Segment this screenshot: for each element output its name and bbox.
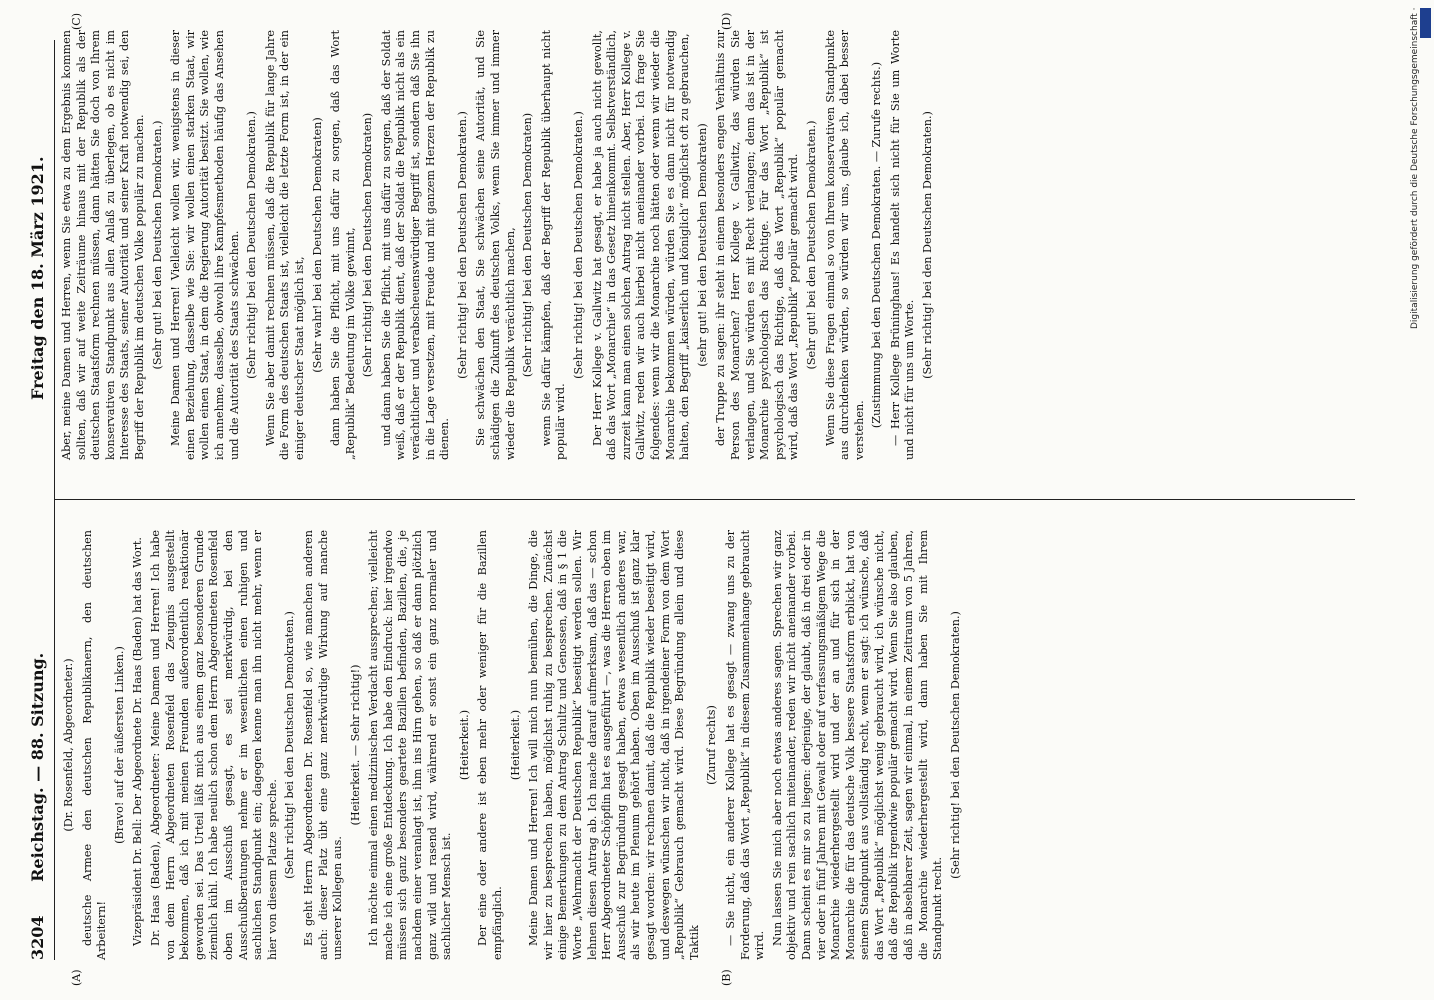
- interjection: (Sehr richtig! bei den Deutschen Demokraten): [361, 112, 375, 378]
- margin-note-d: (D): [720, 12, 733, 30]
- paragraph: Vizepräsident Dr. Bell: Der Abgeordnete Dr. Haas (Baden) hat das Wort.: [131, 537, 145, 946]
- interjection: (Dr. Rosenfeld, Abgeordneter.): [62, 658, 75, 832]
- header-left-title: Reichstag. — 88. Sitzung.: [28, 652, 47, 882]
- paragraph: Meine Damen und Herren! Vielleicht wollen wir, wenigstens in dieser einen Beziehung, dasselbe wie Sie: wir wollen einen starken Staat, wir wollen einen Staat, in dem die Regierung Autorität besitzt. Sie wollen, wie ich annehme, dasselbe, obwohl ihre Kampfesmethoden häufig das Ansehen und die Autorität des Staats schwächen.: [169, 30, 241, 460]
- interjection: (Sehr gut! bei den Deutschen Demokraten.): [804, 120, 818, 370]
- interjection: (Heiterkeit. — Sehr richtig!): [348, 664, 362, 826]
- margin-note-a: (A): [70, 969, 83, 986]
- paragraph: Meine Damen und Herren! Ich will mich nun bemühen, die Dinge, die wir hier zu besprechen haben, möglichst ruhig zu besprechen. Zunächst einige Bemerkungen zu dem Antrag Schultz und Genossen, daß in § 1 die Worte „Wehrmacht der Deutschen Republik“ beseitigt werden sollen. Wir lehnen diesen Antrag ab. Ich mache darauf aufmerksam, daß das — schon Herr Abgeordneter Schöpflin hat es ausgeführt —, was die Herren oben im Ausschuß zur Begründung gesagt haben, etwas wesentlich anderes war, als wir heute im Plenum gehört haben. Oben im Ausschuß ist ganz klar gesagt worden: wir rechnen damit, daß die Republik wieder beseitigt wird, und deswegen wünschen wir nicht, daß in irgendeiner Form von dem Wort „Republik“ Gebrauch gemacht wird. Diese Begründung allein und diese Taktik: [527, 530, 701, 960]
- paragraph: Wenn Sie aber damit rechnen müssen, daß die Republik für lange Jahre die Form des deutschen Staats ist, vielleicht die letzte Form ist, in der ein einiger deutscher Staat möglich ist,: [263, 30, 306, 460]
- paragraph: Ich möchte einmal einen medizinischen Verdacht aussprechen; vielleicht mache ich eine große Entdeckung. Ich habe den Eindruck: hier irgendwo müssen sich ganz besonders geartete Bazillen befinden, Bazillen, die, je nachdem einer veranlagt ist, ihm ins Hirn gehen, so daß er dann plötzlich ganz wild und rasend wird, während er sonst ein ganz normaler und sachlicher Mensch ist.: [367, 530, 454, 960]
- interjection: (Sehr gut! bei den Deutschen Demokraten.): [150, 120, 164, 370]
- interjection: (Sehr richtig! bei den Deutschen Demokraten.): [245, 111, 259, 379]
- right-text-column: [60, 30, 1390, 460]
- interjection: (Heiterkeit.): [508, 709, 522, 781]
- interjection: (Sehr richtig! bei den Deutschen Demokraten): [521, 112, 535, 378]
- interjection: (Sehr richtig! bei den Deutschen Demokraten.): [921, 111, 935, 379]
- interjection: (sehr gut! bei den Deutschen Demokraten): [695, 123, 709, 367]
- paragraph: Dr. Haas (Baden), Abgeordneter: Meine Damen und Herren! Ich habe von dem Herrn Abgeordneten Rosenfeld das Zeugnis ausgestellt bekommen, daß ich mit meinen Freunden außerordentlich reaktionär geworden sei. Das Urteil läßt mich aus einem ganz besonderen Grunde ziemlich kühl. Ich habe neulich schon dem Herrn Abgeordneten Rosenfeld oben im Ausschuß gesagt, es sei merkwürdig, bei den Ausschußberatungen nehme er im wesentlichen einen ruhigen und sachlichen Standpunkt ein; dagegen kenne man ihn nicht mehr, wenn er hier von diesem Platze spreche.: [148, 530, 279, 960]
- paragraph: — Sie nicht, ein anderer Kollege hat es gesagt — zwang uns zu der Forderung, daß das Wort „Republik“ in diesem Zusammenhange gebraucht wird.: [723, 530, 767, 960]
- paragraph: dann haben Sie die Pflicht, mit uns dafür zu sorgen, daß das Wort „Republik“ Bedeutung im Volke gewinnt,: [329, 30, 357, 460]
- digitization-credit: [1410, 8, 1428, 608]
- header-rule: [54, 40, 55, 960]
- interjection: (Sehr richtig! bei den Deutschen Demokraten.): [572, 111, 585, 379]
- column-divider: [55, 499, 1355, 500]
- header-left: [28, 653, 47, 960]
- dfg-logo: [1420, 8, 1431, 38]
- left-text-column: [60, 530, 1390, 960]
- paragraph: Es geht Herrn Abgeordneten Dr. Rosenfeld so, wie manchen anderen auch: dieser Platz übt eine ganz merkwürdige Wirkung auf manche unserer Kollegen aus.: [301, 530, 345, 960]
- interjection: (Zustimmung bei den Deutschen Demokraten. — Zurufe rechts.): [870, 61, 884, 429]
- paragraph: deutsche Armee den deutschen Republikanern, den deutschen Arbeitern!: [80, 530, 109, 960]
- paragraph: wenn Sie dafür kämpfen, daß der Begriff der Republik überhaupt nicht populär wird.: [539, 30, 568, 460]
- interjection: (Sehr richtig! bei den Deutschen Demokraten.): [948, 611, 962, 879]
- interjection: (Sehr richtig! bei den Deutschen Demokraten.): [283, 611, 297, 879]
- margin-note-b: (B): [720, 969, 733, 986]
- paragraph: und dann haben Sie die Pflicht, mit uns dafür zu sorgen, daß der Soldat weiß, daß er der Republik dient, daß der Soldat die Republik nicht als ein verächtlicher und verabscheuenswürdiger Begriff ist, sondern daß Sie ihn in die Lage versetzen, mit Freude und mit ganzem Herzen der Republik zu dienen.: [379, 30, 452, 460]
- paragraph: Der eine oder andere ist eben mehr oder weniger für die Bazillen empfänglich.: [476, 530, 505, 960]
- paragraph: Sie schwächen den Staat, Sie schwächen seine Autorität, und Sie schädigen die Zukunft des deutschen Volks, wenn Sie immer und immer wieder die Republik verächtlich machen,: [474, 30, 517, 460]
- paragraph: — Herr Kollege Brüninghaus! Es handelt sich nicht für Sie um Worte und nicht für uns um Worte.: [888, 30, 917, 460]
- paragraph: der Truppe zu sagen: ihr steht in einem besonders engen Verhältnis zur Person des Monarchen? Herr Kollege v. Gallwitz, das würden Sie verlangen, und Sie würden es mit Recht verlangen; denn das ist in der Monarchie psychologisch das Richtige. Für das Wort „Republik“ ist psychologisch das Richtige, daß das Wort „Republik“ populär gemacht wird, daß das Wort „Republik“ populär gemacht wird.: [714, 30, 801, 460]
- interjection: (Heiterkeit.): [457, 709, 471, 781]
- digitization-credit-text: Digitalisierung gefördert durch die Deutsche Forschungsgemeinschaft ·: [1410, 8, 1420, 330]
- interjection: (Sehr richtig! bei den Deutschen Demokraten.): [455, 111, 469, 379]
- paragraph: Der Herr Kollege v. Gallwitz hat gesagt, er habe ja auch nicht gewollt, daß das Wort „Monarchie“ in das Gesetz hineinkommt. Selbstverständlich, zurzeit kann man einen solchen Antrag nicht stellen. Aber, Herr Kollege v. Gallwitz, reden wir auch hierbei nicht aneinander vorbei. Ich frage Sie folgendes: wenn wir die Monarchie noch hätten oder wenn wir wieder die Monarchie bekommen würden, würden Sie es dann nicht für notwendig halten, den Begriff „kaiserlich und königlich“ möglichst oft zu gebrauchen,: [590, 30, 692, 460]
- interjection: (Zuruf rechts): [705, 705, 719, 785]
- interjection: (Sehr wahr! bei den Deutschen Demokraten): [310, 117, 324, 373]
- interjection: (Bravo! auf der äußersten Linken.): [112, 646, 126, 844]
- header-right-title: Freitag den 18. März 1921.: [28, 156, 47, 400]
- margin-note-c: (C): [70, 13, 83, 30]
- paragraph: Wenn Sie diese Fragen einmal so von Ihrem konservativen Standpunkte aus durchdenken würden, so würden wir uns, glaube ich, dabei besser verstehen.: [823, 30, 866, 460]
- page-number: 3204: [28, 915, 47, 960]
- paragraph: Nun lassen Sie mich aber noch etwas anderes sagen. Sprechen wir ganz objektiv und rein sachlich miteinander, reden wir nicht aneinander vorbei. Dann scheint es mir so zu liegen: derjenige, der glaubt, daß in drei oder in vier oder in fünf Jahren mit Gewalt oder auf verfassungsmäßigem Wege die Monarchie wiederhergestellt wird und der an und für sich in der Monarchie die für das deutsche Volk bessere Staatsform erblickt, hat von seinem Standpunkt aus vollständig recht, wenn er sagt: ich wünsche, daß das Wort „Republik“ möglichst wenig gebraucht wird, ich wünsche nicht, daß die Republik irgendwie populär gemacht wird. Wenn Sie also glauben, daß in absehbarer Zeit, sagen wir einmal, in einem Zeitraum von 5 Jahren, die Monarchie wiederhergestellt wird, dann haben Sie mit Ihrem Standpunkt recht.: [770, 530, 945, 960]
- paragraph: Aber, meine Damen und Herren, wenn Sie etwa zu dem Ergebnis kommen sollten, daß wir auf weite Zeiträume hinaus mit der Republik als der deutschen Staatsform rechnen müssen, dann hätten Sie doch von Ihrem konservativen Standpunkt aus allen Anlaß zu überlegen, ob es nicht im Interesse des Staats, seiner Autorität und seiner Kraft notwendig sei, den Begriff der Republik im deutschen Volke populär zu machen.: [60, 30, 146, 460]
